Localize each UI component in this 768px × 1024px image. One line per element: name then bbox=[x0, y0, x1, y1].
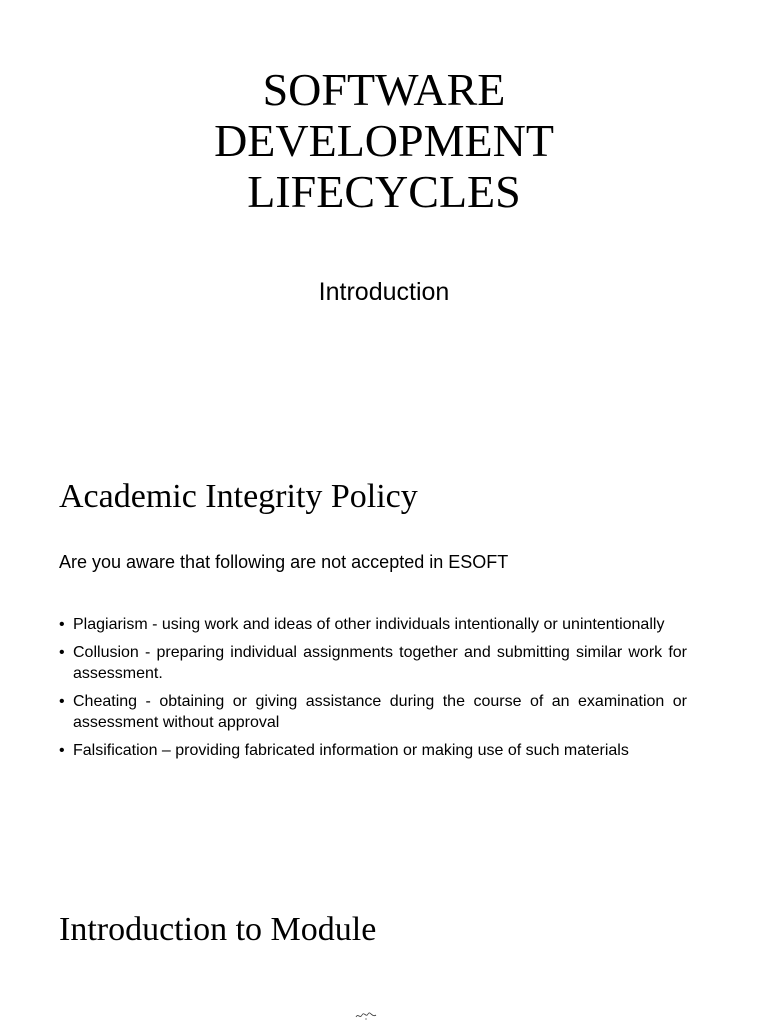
lead-text: Are you aware that following are not accepted in ESOFT bbox=[59, 552, 509, 572]
slide-subtitle: Introduction bbox=[318, 278, 450, 306]
bullet-icon: • bbox=[59, 693, 65, 710]
title-line: SOFTWARE bbox=[262, 64, 506, 115]
policy-list bbox=[59, 614, 687, 768]
bullet-icon: • bbox=[59, 644, 65, 661]
list-item bbox=[59, 691, 687, 733]
bullet-icon: • bbox=[59, 616, 65, 633]
list-item-text: Collusion - preparing individual assignments together and submitting similar work for assessment. bbox=[73, 644, 687, 682]
section-heading-academic-integrity: Academic Integrity Policy bbox=[59, 478, 418, 515]
list-item bbox=[59, 614, 687, 635]
bullet-icon: • bbox=[59, 742, 65, 759]
section-heading-introduction-to-module: Introduction to Module bbox=[59, 911, 377, 948]
list-item bbox=[59, 642, 687, 684]
list-item bbox=[59, 740, 687, 761]
list-item-text: Plagiarism - using work and ideas of other individuals intentionally or unintentionally bbox=[73, 616, 665, 633]
logo-icon bbox=[355, 1012, 377, 1020]
title-line: DEVELOPMENT bbox=[214, 115, 554, 166]
list-item-text: Falsification – providing fabricated information or making use of such materials bbox=[73, 742, 629, 759]
title-line: LIFECYCLES bbox=[247, 166, 521, 217]
slide-title bbox=[0, 64, 768, 217]
list-item-text: Cheating - obtaining or giving assistance during the course of an examination or assessment without approval bbox=[73, 693, 687, 731]
